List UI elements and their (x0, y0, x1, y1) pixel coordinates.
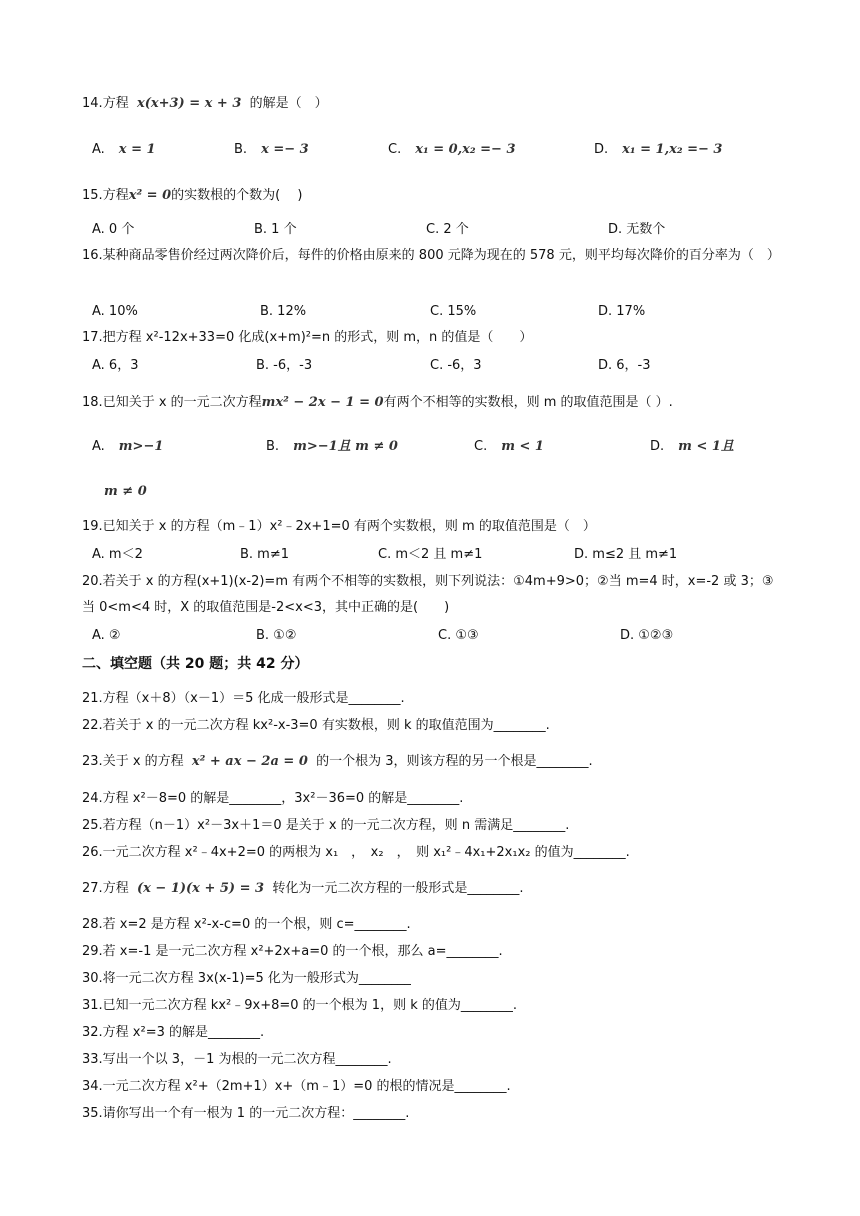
question-text: 方程 (102, 188, 129, 203)
option-d[interactable] (650, 437, 734, 457)
question-15 (82, 186, 782, 206)
equation: (x − 1)(x + 5) = 3 (136, 881, 265, 896)
equation: mx² − 2x − 1 = 0 (261, 395, 384, 410)
option-d[interactable]: D. 17% (598, 304, 646, 319)
option-letter: B. (234, 142, 248, 157)
option-c[interactable]: C. ①③ (438, 628, 479, 643)
question-26: 26.一元二次方程 x²﹣4x+2=0 的两根为 x₁ ， x₂ ， 则 x₁²﹣4x₁+2x₁x₂ 的值为________. (82, 845, 630, 860)
options-15 (92, 220, 792, 240)
equation: x(x+3) = x + 3 (136, 96, 242, 111)
option-letter: D. (650, 439, 665, 454)
option-a[interactable]: A. ② (92, 628, 121, 643)
question-text: 的解是（ ） (249, 96, 328, 111)
question-text: 已知关于 x 的一元二次方程 (102, 395, 262, 410)
options-16 (92, 302, 792, 322)
option-b[interactable]: B. 12% (260, 304, 307, 319)
option-b[interactable]: B. -6，-3 (256, 358, 313, 373)
question-23 (82, 752, 782, 772)
question-30: 30.将一元二次方程 3x(x-1)=5 化为一般形式为________ (82, 971, 411, 986)
option-equation: x =− 3 (261, 142, 309, 157)
option-b[interactable] (234, 140, 309, 160)
question-14 (82, 94, 782, 114)
question-22: 22.若关于 x 的一元二次方程 kx²-x-3=0 有实数根，则 k 的取值范围为________. (82, 718, 550, 733)
option-c[interactable]: C. 2 个 (426, 222, 469, 237)
option-c[interactable] (388, 140, 516, 160)
question-text: 的实数根的个数为( ) (171, 188, 303, 203)
option-a[interactable]: A. 0 个 (92, 222, 135, 237)
question-34: 34.一元二次方程 x²+（2m+1）x+（m﹣1）=0 的根的情况是________. (82, 1079, 511, 1094)
question-text: 的一个根为 3，则该方程的另一个根是________. (316, 754, 593, 769)
option-d-continuation (104, 482, 804, 502)
option-letter: C. (474, 439, 488, 454)
options-19 (92, 545, 792, 565)
option-a[interactable]: A. 10% (92, 304, 138, 319)
option-d[interactable] (594, 140, 722, 160)
option-equation: m>−1 (118, 439, 164, 454)
option-equation: x₁ = 1,x₂ =− 3 (622, 142, 723, 157)
option-letter: B. (266, 439, 280, 454)
question-32: 32.方程 x²=3 的解是________. (82, 1025, 265, 1040)
option-d[interactable]: D. ①②③ (620, 628, 674, 643)
question-29: 29.若 x=-1 是一元二次方程 x²+2x+a=0 的一个根，那么 a=________. (82, 944, 503, 959)
option-equation: m < 1且 (678, 439, 734, 454)
option-c[interactable]: C. -6，3 (430, 358, 482, 373)
question-27 (82, 879, 782, 899)
question-number: 18. (82, 395, 103, 410)
options-17 (92, 356, 792, 376)
section-heading: 二、填空题（共 20 题；共 42 分） (82, 656, 309, 672)
question-text: 有两个不相等的实数根，则 m 的取值范围是（ ）. (383, 395, 673, 410)
option-a[interactable] (92, 140, 156, 160)
option-letter: A. (92, 439, 105, 454)
equation: x² + ax − 2a = 0 (191, 754, 308, 769)
question-number: 23. (82, 754, 103, 769)
question-25: 25.若方程（n－1）x²－3x＋1＝0 是关于 x 的一元二次方程，则 n 需满足________. (82, 818, 570, 833)
question-33: 33.写出一个以 3，－1 为根的一元二次方程________. (82, 1052, 392, 1067)
option-a[interactable]: A. m＜2 (92, 547, 143, 562)
option-b[interactable]: B. ①② (256, 628, 297, 643)
option-equation: x₁ = 0,x₂ =− 3 (415, 142, 516, 157)
option-d[interactable]: D. 6，-3 (598, 358, 651, 373)
equation: x² = 0 (128, 188, 172, 203)
question-number: 15. (82, 188, 103, 203)
option-b[interactable]: B. m≠1 (240, 547, 290, 562)
option-equation: m>−1且 m ≠ 0 (293, 439, 398, 454)
option-b[interactable] (266, 437, 398, 457)
option-letter: C. (388, 142, 402, 157)
option-a[interactable] (92, 437, 163, 457)
option-c[interactable]: C. 15% (430, 304, 477, 319)
option-d[interactable]: D. m≤2 且 m≠1 (574, 547, 678, 562)
question-number: 27. (82, 881, 103, 896)
option-equation: m < 1 (501, 439, 544, 454)
question-20: 20.若关于 x 的方程(x+1)(x-2)=m 有两个不相等的实数根，则下列说法：①4m+9>0；②当 m=4 时，x=-2 或 3；③当 0<m<4 时，X 的取值范围是-2<x<3，其中正确的是( ) (82, 574, 774, 615)
question-35: 35.请你写出一个有一根为 1 的一元二次方程：________. (82, 1106, 410, 1121)
question-text: 方程 (102, 96, 129, 111)
option-d[interactable]: D. 无数个 (608, 222, 666, 237)
option-c[interactable]: C. m＜2 且 m≠1 (378, 547, 483, 562)
question-number: 14. (82, 96, 103, 111)
question-21: 21.方程（x＋8）（x－1）＝5 化成一般形式是________. (82, 691, 405, 706)
question-28: 28.若 x=2 是方程 x²-x-c=0 的一个根，则 c=________. (82, 917, 411, 932)
options-14 (92, 140, 792, 160)
options-20 (92, 626, 792, 646)
question-17: 17.把方程 x²-12x+33=0 化成(x+m)²=n 的形式，则 m，n 的值是（ ） (82, 330, 533, 345)
option-letter: A. (92, 142, 105, 157)
option-a[interactable]: A. 6，3 (92, 358, 139, 373)
equation: m ≠ 0 (104, 484, 147, 499)
question-31: 31.已知一元二次方程 kx²﹣9x+8=0 的一个根为 1，则 k 的值为________. (82, 998, 517, 1013)
question-text: 关于 x 的方程 (102, 754, 184, 769)
option-c[interactable] (474, 437, 544, 457)
question-18 (82, 393, 782, 413)
option-equation: x = 1 (118, 142, 156, 157)
options-18 (92, 437, 792, 457)
question-24: 24.方程 x²－8=0 的解是________，3x²－36=0 的解是________. (82, 791, 464, 806)
question-text: 方程 (102, 881, 129, 896)
question-16: 16.某种商品零售价经过两次降价后，每件的价格由原来的 800 元降为现在的 578 元，则平均每次降价的百分率为（ ） (82, 248, 780, 263)
question-19: 19.已知关于 x 的方程（m﹣1）x²﹣2x+1=0 有两个实数根，则 m 的取值范围是（ ） (82, 519, 596, 534)
question-text: 转化为一元二次方程的一般形式是________. (272, 881, 524, 896)
option-letter: D. (594, 142, 609, 157)
option-b[interactable]: B. 1 个 (254, 222, 297, 237)
